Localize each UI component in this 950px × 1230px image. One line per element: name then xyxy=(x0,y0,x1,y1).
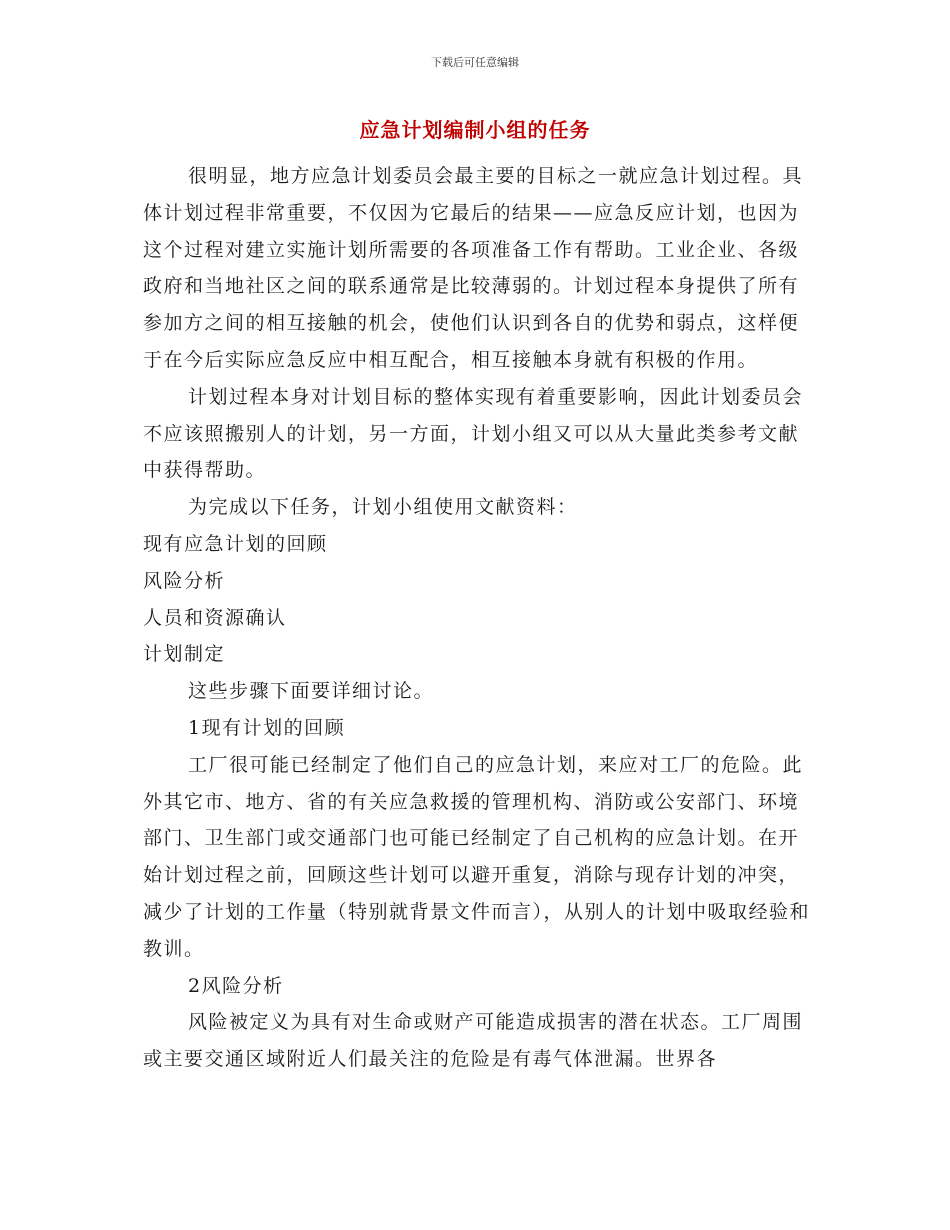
paragraph-process: 计划过程本身对计划目标的整体实现有着重要影响，因此计划委员会不应该照搬别人的计划，另一方面，计划小组又可以从大量此类参考文献中获得帮助。 xyxy=(143,385,804,482)
paragraph-tasks-intro: 为完成以下任务，计划小组使用文献资料： xyxy=(188,496,578,519)
paragraph-steps-note: 这些步骤下面要详细讨论。 xyxy=(188,680,435,703)
page-header: 下载后可任意编辑 xyxy=(431,56,519,69)
document-title: 应急计划编制小组的任务 xyxy=(359,118,591,142)
section-heading-1: 1现有计划的回顾 xyxy=(188,716,346,739)
list-item: 人员和资源确认 xyxy=(143,606,287,629)
paragraph-review: 工厂很可能已经制定了他们自己的应急计划，来应对工厂的危险。此外其它市、地方、省的有关应急救援的管理机构、消防或公安部门、环境部门、卫生部门或交通部门也可能已经制定了自己机构的应急计划。在开始计划过程之前，回顾这些计划可以避开重复，消除与现存计划的冲突，减少了计划的工作量（特别就背景文件而言），从别人的计划中吸取经验和教训。 xyxy=(143,753,811,960)
list-item: 计划制定 xyxy=(143,643,226,666)
document-body xyxy=(143,158,818,1078)
list-item: 风险分析 xyxy=(143,569,226,592)
list-item: 现有应急计划的回顾 xyxy=(143,532,328,555)
paragraph-intro: 很明显，地方应急计划委员会最主要的目标之一就应急计划过程。具体计划过程非常重要，不仅因为它最后的结果——应急反应计划，也因为这个过程对建立实施计划所需要的各项准备工作有帮助。工业企业、各级政府和当地社区之间的联系通常是比较薄弱的。计划过程本身提供了所有参加方之间的相互接触的机会，使他们认识到各自的优势和弱点，这样便于在今后实际应急反应中相互配合，相互接触本身就有积极的作用。 xyxy=(143,165,804,371)
section-heading-2: 2风险分析 xyxy=(188,974,284,997)
paragraph-risk: 风险被定义为具有对生命或财产可能造成损害的潜在状态。工厂周围或主要交通区域附近人们最关注的危险是有毒气体泄漏。世界各 xyxy=(143,1011,804,1071)
